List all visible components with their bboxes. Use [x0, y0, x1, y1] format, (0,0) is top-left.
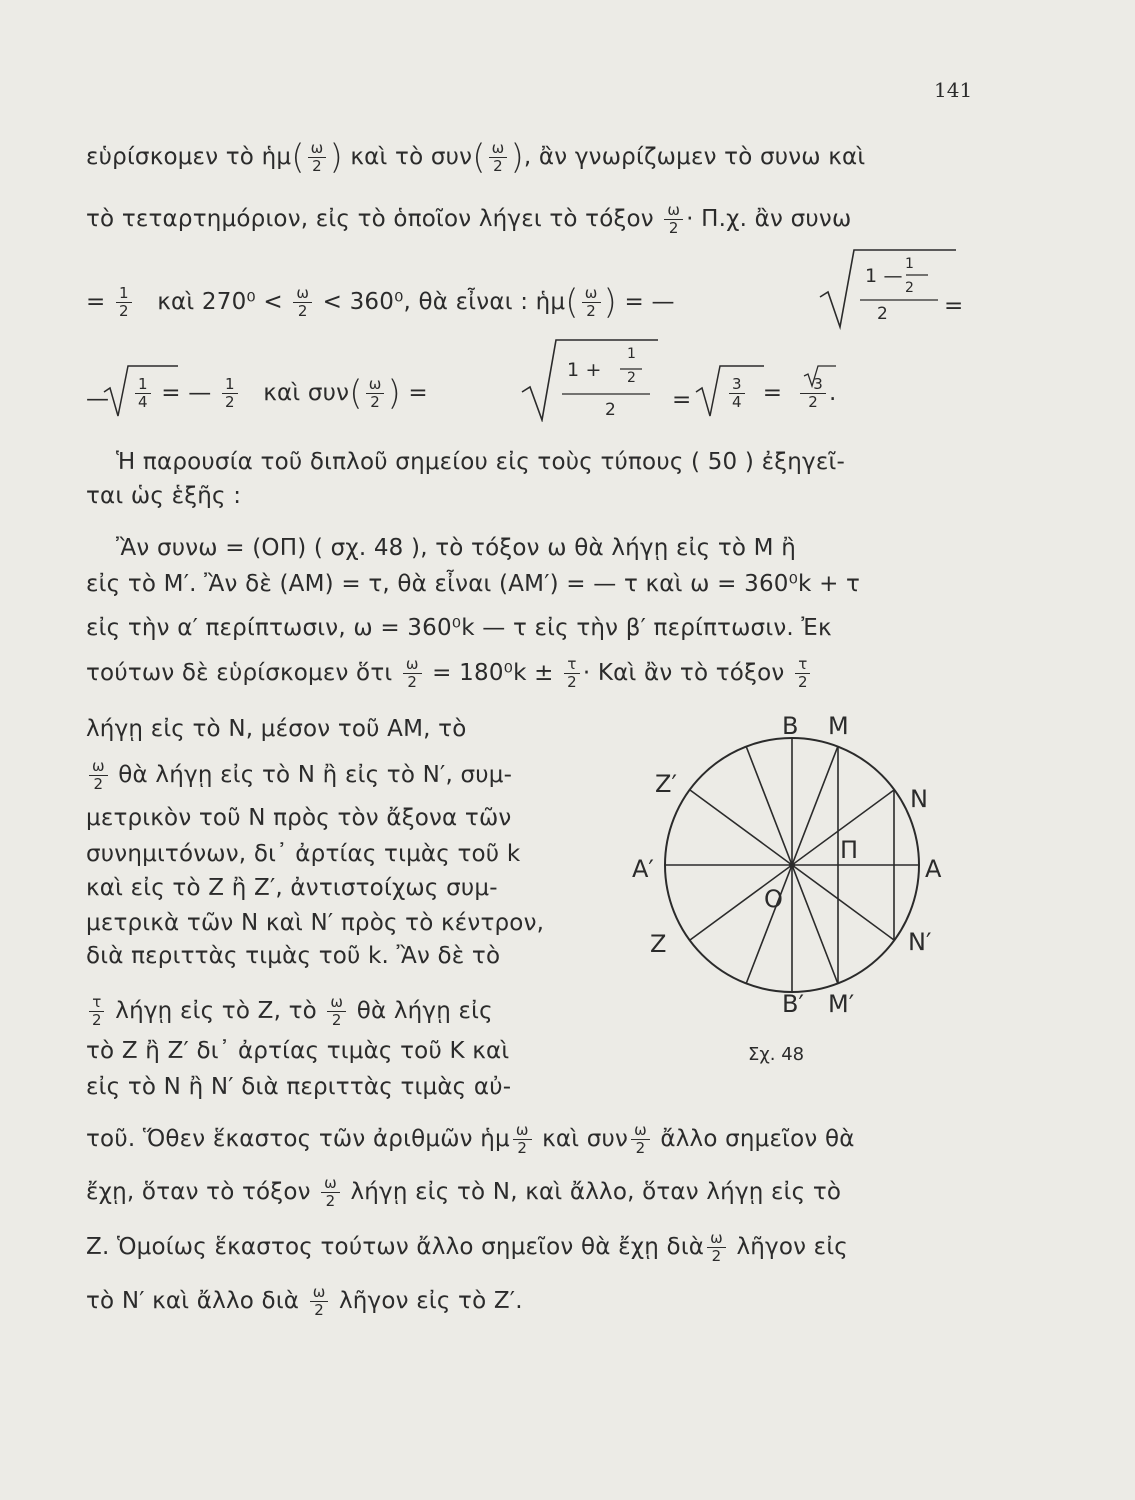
text-line: [86, 1230, 848, 1265]
label-M-prime: Μ′: [828, 990, 855, 1018]
fraction-3-over-4: $\frac{3}{4}$: [729, 376, 745, 411]
fraction-tau-over-2: $\frac{\tau}{2}$: [795, 656, 811, 691]
unit-circle-figure: [620, 700, 950, 1030]
label-Z-prime: Ζ′: [655, 770, 677, 798]
text-span: 1: [627, 346, 637, 362]
label-P: Π: [840, 836, 859, 864]
text-span: λῆγον εἰς: [736, 1234, 848, 1260]
label-M: Μ: [828, 712, 849, 740]
fraction-omega-over-2: $\frac{\omega}{2}$: [513, 1122, 532, 1157]
text-line: = $\frac{1}{2}$ καὶ 270⁰ < $\frac{\omega}{2}$ < 360⁰, θὰ εἶναι : ἡμ( $\frac{\omega}{2}$ ) = —: [86, 282, 675, 323]
text-line: μετρικὰ τῶν Ν καὶ Ν′ πρὸς τὸ κέντρον,: [86, 910, 545, 936]
text-span: 2: [877, 304, 889, 324]
text-span: ἔχῃ, ὅταν τὸ τόξον: [86, 1179, 311, 1205]
fraction-omega-over-2: $\frac{\omega}{2}$: [631, 1122, 650, 1157]
text-span: καὶ 270⁰ <: [157, 289, 283, 315]
fraction-omega-over-2: $\frac{\omega}{2}$: [321, 1175, 340, 1210]
text-span: λήγῃ εἰς τὸ Ν, καὶ ἄλλο, ὅταν λήγῃ εἰς τὸ: [350, 1179, 842, 1205]
text-span: καὶ συν: [542, 1126, 629, 1152]
text-line: συνημιτόνων, δι᾽ ἀρτίας τιμὰς τοῦ k: [86, 841, 521, 867]
text-line: [86, 1122, 855, 1157]
text-line: εἰς τὸ Μ′. Ἂν δὲ (ΑΜ) = τ, θὰ εἶναι (ΑΜ′) = — τ καὶ ω = 360⁰k + τ: [86, 571, 861, 597]
text-line: τὸ τεταρτημόριον, εἰς τὸ ὁποῖον λήγει τὸ τόξον $\frac{\omega}{2}$ · Π.χ. ἂν συνω: [86, 201, 852, 237]
figure-caption: Σχ. 48: [748, 1044, 805, 1065]
fraction-omega-over-2: $\frac{\omega}{2}$: [582, 285, 601, 320]
text-line: [86, 1284, 523, 1319]
text-span: 2: [605, 400, 617, 420]
text-line: [86, 1175, 841, 1210]
fraction-1-over-2: $\frac{1}{2}$: [116, 285, 132, 320]
fraction-omega-over-2: $\frac{\omega}{2}$: [489, 140, 508, 175]
label-B-prime: Β′: [782, 990, 804, 1018]
fraction-omega-over-2: $\frac{\omega}{2}$: [664, 202, 683, 237]
text-line: λήγῃ εἰς τὸ Ν, μέσον τοῦ ΑΜ, τὸ: [86, 716, 467, 742]
label-B: Β: [782, 712, 799, 740]
text-line: [86, 994, 493, 1029]
page-number: 141: [934, 78, 973, 102]
fraction-omega-over-2: $\frac{\omega}{2}$: [327, 994, 346, 1029]
fraction-omega-over-2: $\frac{\omega}{2}$: [310, 1284, 329, 1319]
text-span: Ζ. Ὁμοίως ἕκαστος τούτων ἄλλο σημεῖον θὰ ἔχῃ διὰ: [86, 1234, 705, 1260]
fraction-tau-over-2: $\frac{\tau}{2}$: [89, 994, 105, 1029]
text-line: Ἡ παρουσία τοῦ διπλοῦ σημείου εἰς τοὺς τύπους ( 50 ) ἐξηγεῖ-: [116, 449, 845, 475]
label-A: Α: [925, 855, 942, 883]
text-line: $\frac{1}{4}$ = — $\frac{1}{2}$ καὶ συν( $\frac{\omega}{2}$ ) =: [132, 376, 428, 411]
text-line: [86, 758, 512, 793]
fraction-omega-over-2: $\frac{\omega}{2}$: [707, 1230, 726, 1265]
text-span: ἄλλο σημεῖον θὰ: [660, 1126, 855, 1152]
text-line: διὰ περιττὰς τιμὰς τοῦ k. Ἂν δὲ τὸ: [86, 943, 501, 969]
text-span: λήγῃ εἰς τὸ Ζ, τὸ: [115, 998, 317, 1024]
fraction-1-over-4: $\frac{1}{4}$: [135, 376, 151, 411]
text-span: = 180⁰k ±: [432, 660, 554, 686]
text-line: καὶ εἰς τὸ Ζ ἢ Ζ′, ἀντιστοίχως συμ-: [86, 875, 498, 901]
text-span: Καὶ ἂν τὸ τόξον: [597, 660, 785, 686]
fraction-omega-over-2: $\frac{\omega}{2}$: [366, 376, 385, 411]
text-span: —: [86, 386, 110, 412]
text-span: < 360⁰, θὰ εἶναι : ἡμ: [322, 289, 566, 315]
fraction-1-over-2: $\frac{1}{2}$: [222, 376, 238, 411]
fraction-sqrt3-over-2: $\frac{3}{2}$: [800, 376, 826, 411]
text-span: εὑρίσκομεν τὸ ἡμ: [86, 144, 292, 170]
text-line: εἰς τὴν α′ περίπτωσιν, ω = 360⁰k — τ εἰς τὴν β′ περίπτωσιν. Ἐκ: [86, 615, 832, 641]
text-line: εὑρίσκομεν τὸ ἡμ( $\frac{\omega}{2}$ ) καὶ τὸ συν( $\frac{\omega}{2}$ ), ἂν γνωρίζωμεν τὸ συνω καὶ: [86, 137, 866, 178]
text-span: τούτων δὲ εὑρίσκομεν ὅτι: [86, 660, 393, 686]
label-O: Ο: [764, 885, 783, 913]
text-span: =: [86, 289, 106, 315]
text-line: τὸ Ζ ἢ Ζ′ δι᾽ ἀρτίας τιμὰς τοῦ Κ καὶ: [86, 1038, 510, 1064]
fraction-omega-over-2: $\frac{\omega}{2}$: [403, 656, 422, 691]
text-span: 1 +: [567, 359, 602, 381]
text-line: $\frac{3}{4}$ = $\frac{3}{2}$ .: [726, 376, 836, 411]
text-line: Ἂν συνω = (ΟΠ) ( σχ. 48 ), τὸ τόξον ω θὰ λήγῃ εἰς τὸ Μ ἢ: [116, 535, 797, 561]
label-N-prime: Ν′: [908, 928, 932, 956]
label-A-prime: Α′: [632, 855, 654, 883]
fraction-tau-over-2: $\frac{\tau}{2}$: [564, 656, 580, 691]
text-span: = —: [624, 289, 675, 315]
text-span: , ἂν γνωρίζωμεν τὸ συνω καὶ: [523, 144, 866, 170]
text-span: Π.χ. ἂν συνω: [701, 206, 852, 232]
text-span: θὰ λήγῃ εἰς τὸ Ν ἢ εἰς τὸ Ν′, συμ-: [118, 762, 513, 788]
text-line: τούτων δὲ εὑρίσκομεν ὅτι $\frac{\omega}{2}$ = 180⁰k ± $\frac{\tau}{2}$ · Καὶ ἂν τὸ τόξον $\frac{\tau}{2}$: [86, 656, 814, 691]
text-span: λῆγον εἰς τὸ Ζ′.: [338, 1288, 523, 1314]
text-span: 1: [905, 256, 915, 272]
text-span: καὶ συν: [263, 380, 350, 406]
label-N: Ν: [910, 785, 928, 813]
text-line: μετρικὸν τοῦ Ν πρὸς τὸν ἄξονα τῶν: [86, 805, 512, 831]
text-span: τὸ τεταρτημόριον, εἰς τὸ ὁποῖον λήγει τὸ τόξον: [86, 206, 654, 232]
text-span: καὶ τὸ συν: [350, 144, 473, 170]
text-span: 1 —: [865, 265, 903, 287]
fraction-omega-over-2: $\frac{\omega}{2}$: [89, 758, 108, 793]
text-span: 2: [905, 280, 915, 296]
text-line: ται ὡς ἑξῆς :: [86, 483, 242, 509]
text-line: εἰς τὸ Ν ἢ Ν′ διὰ περιττὰς τιμὰς αὐ-: [86, 1074, 512, 1100]
text-span: =: [944, 293, 964, 319]
fraction-omega-over-2: $\frac{\omega}{2}$: [308, 140, 327, 175]
text-span: τοῦ. Ὅθεν ἕκαστος τῶν ἀριθμῶν ἡμ: [86, 1126, 510, 1152]
fraction-omega-over-2: $\frac{\omega}{2}$: [293, 285, 312, 320]
text-span: 2: [627, 370, 637, 386]
label-Z: Ζ: [650, 930, 667, 958]
text-span: τὸ Ν′ καὶ ἄλλο διὰ: [86, 1288, 300, 1314]
text-span: θὰ λήγῃ εἰς: [356, 998, 493, 1024]
text-span: =: [672, 387, 692, 413]
